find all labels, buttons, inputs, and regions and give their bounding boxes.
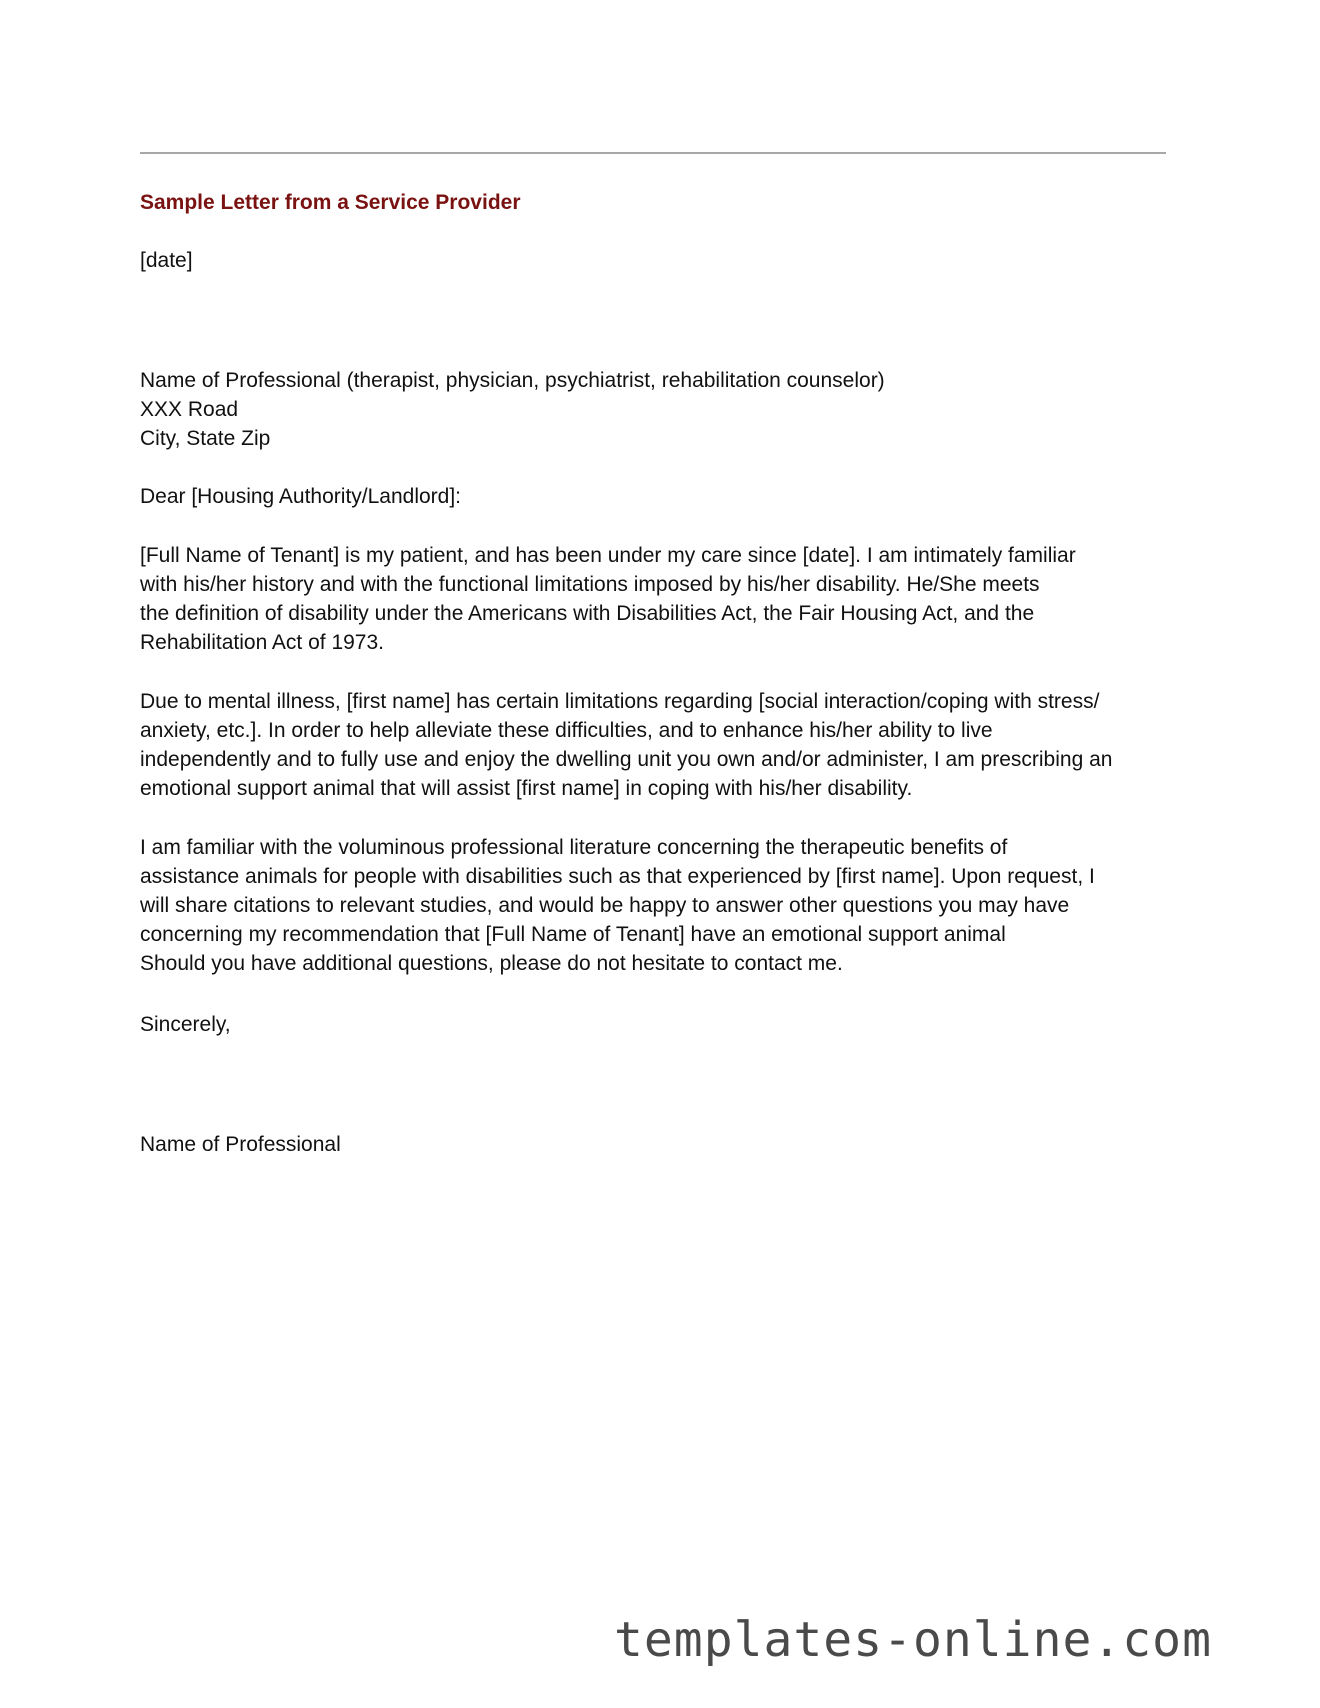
paragraph-line: I am familiar with the voluminous professional literature concerning the therapeutic benefits of [140,836,1008,859]
letter-title: Sample Letter from a Service Provider [140,191,521,214]
paragraph-line: Due to mental illness, [first name] has certain limitations regarding [social interaction/coping with stress/ [140,690,1100,713]
paragraph-line: the definition of disability under the Americans with Disabilities Act, the Fair Housing Act, and the [140,602,1035,625]
sender-city-line: City, State Zip [140,427,271,450]
paragraph-line: anxiety, etc.]. In order to help alleviate these difficulties, and to enhance his/her ability to live [140,719,993,742]
sender-street: XXX Road [140,398,239,421]
paragraph-line: Rehabilitation Act of 1973. [140,631,385,654]
paragraph-line: assistance animals for people with disabilities such as that experienced by [first name]. Upon request, I [140,865,1095,888]
header-divider [140,152,1166,154]
closing: Sincerely, [140,1013,231,1036]
paragraph-line: concerning my recommendation that [Full Name of Tenant] have an emotional support animal [140,923,1006,946]
paragraph-line: independently and to fully use and enjoy the dwelling unit you own and/or administer, I am prescribing an [140,748,1113,771]
paragraph-line: [Full Name of Tenant] is my patient, and has been under my care since [date]. I am intimately familiar [140,544,1076,567]
paragraph-line: with his/her history and with the functional limitations imposed by his/her disability. He/She meets [140,573,1040,596]
salutation: Dear [Housing Authority/Landlord]: [140,485,462,508]
body-paragraph-2 [140,687,1180,803]
watermark-text: templates-online.com [614,1612,1212,1668]
paragraph-line: Should you have additional questions, please do not hesitate to contact me. [140,952,843,975]
letter-date: [date] [140,249,193,272]
body-paragraph-3 [140,833,1180,978]
paragraph-line: will share citations to relevant studies, and would be happy to answer other questions you may have [140,894,1070,917]
sender-name-line: Name of Professional (therapist, physician, psychiatrist, rehabilitation counselor) [140,369,885,392]
body-paragraph-1 [140,541,1180,657]
paragraph-line: emotional support animal that will assist [first name] in coping with his/her disability. [140,777,913,800]
signature-name: Name of Professional [140,1133,341,1156]
